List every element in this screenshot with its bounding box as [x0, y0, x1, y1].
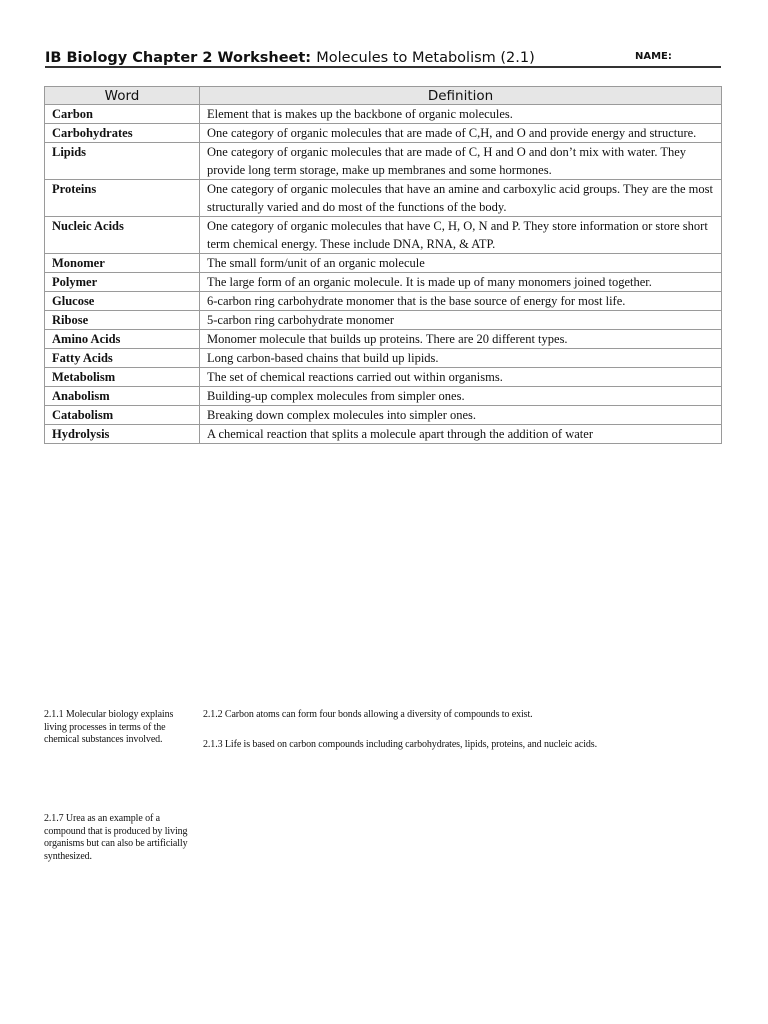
definition-cell: Monomer molecule that builds up proteins. There are 20 different types. — [200, 330, 722, 349]
definition-cell: One category of organic molecules that have an amine and carboxylic acid groups. They are the most structurally varied and do most of the functions of the body. — [200, 180, 722, 217]
standard-2-1-2: 2.1.2 Carbon atoms can form four bonds allowing a diversity of compounds to exist. — [203, 709, 533, 720]
name-label: NAME: — [635, 51, 672, 62]
worksheet-title-bold: IB Biology Chapter 2 Worksheet: — [45, 50, 312, 66]
table-row — [45, 349, 722, 368]
table-row — [45, 311, 722, 330]
definition-cell: Building-up complex molecules from simpler ones. — [200, 387, 722, 406]
term-cell: Amino Acids — [45, 330, 200, 349]
term-cell: Metabolism — [45, 368, 200, 387]
term-cell: Anabolism — [45, 387, 200, 406]
term-cell: Proteins — [45, 180, 200, 217]
table-row — [45, 406, 722, 425]
definition-cell: One category of organic molecules that have C, H, O, N and P. They store information or store short term chemical energy. These include DNA, RNA, & ATP. — [200, 217, 722, 254]
table-row — [45, 273, 722, 292]
definition-cell: A chemical reaction that splits a molecule apart through the addition of water — [200, 425, 722, 444]
table-row — [45, 217, 722, 254]
table-row — [45, 330, 722, 349]
term-cell: Monomer — [45, 254, 200, 273]
definition-cell: One category of organic molecules that are made of C,H, and O and provide energy and structure. — [200, 124, 722, 143]
standard-2-1-1: 2.1.1 Molecular biology explains living processes in terms of the chemical substances involved. — [44, 709, 174, 746]
table-row — [45, 425, 722, 444]
standard-2-1-7: 2.1.7 Urea as an example of a compound that is produced by living organisms but can also be artificially synthesized. — [44, 813, 188, 862]
table-row — [45, 254, 722, 273]
definition-cell: Breaking down complex molecules into simpler ones. — [200, 406, 722, 425]
worksheet-title — [45, 47, 535, 66]
table-row — [45, 180, 722, 217]
term-cell: Lipids — [45, 143, 200, 180]
definition-cell: One category of organic molecules that are made of C, H and O and don’t mix with water. They provide long term storage, make up membranes and some hormones. — [200, 143, 722, 180]
table-row — [45, 105, 722, 124]
standard-2-1-3: 2.1.3 Life is based on carbon compounds including carbohydrates, lipids, proteins, and nucleic acids. — [203, 739, 597, 750]
worksheet-header — [45, 46, 721, 68]
definition-cell: The large form of an organic molecule. It is made up of many monomers joined together. — [200, 273, 722, 292]
term-cell: Fatty Acids — [45, 349, 200, 368]
definition-cell: 6-carbon ring carbohydrate monomer that is the base source of energy for most life. — [200, 292, 722, 311]
vocabulary-table — [44, 86, 722, 444]
term-cell: Ribose — [45, 311, 200, 330]
term-cell: Polymer — [45, 273, 200, 292]
table-row — [45, 387, 722, 406]
term-cell: Carbohydrates — [45, 124, 200, 143]
term-cell: Catabolism — [45, 406, 200, 425]
table-header-row — [45, 87, 722, 105]
table-row — [45, 143, 722, 180]
worksheet-title-subtitle: Molecules to Metabolism (2.1) — [316, 50, 535, 66]
table-row — [45, 292, 722, 311]
column-header-word: Word — [45, 87, 200, 105]
definition-cell: Element that is makes up the backbone of organic molecules. — [200, 105, 722, 124]
definition-cell: The small form/unit of an organic molecule — [200, 254, 722, 273]
definition-cell: Long carbon-based chains that build up lipids. — [200, 349, 722, 368]
definition-cell: 5-carbon ring carbohydrate monomer — [200, 311, 722, 330]
column-header-definition: Definition — [200, 87, 722, 105]
term-cell: Hydrolysis — [45, 425, 200, 444]
table-row — [45, 124, 722, 143]
table-row — [45, 368, 722, 387]
term-cell: Nucleic Acids — [45, 217, 200, 254]
term-cell: Carbon — [45, 105, 200, 124]
definition-cell: The set of chemical reactions carried out within organisms. — [200, 368, 722, 387]
term-cell: Glucose — [45, 292, 200, 311]
